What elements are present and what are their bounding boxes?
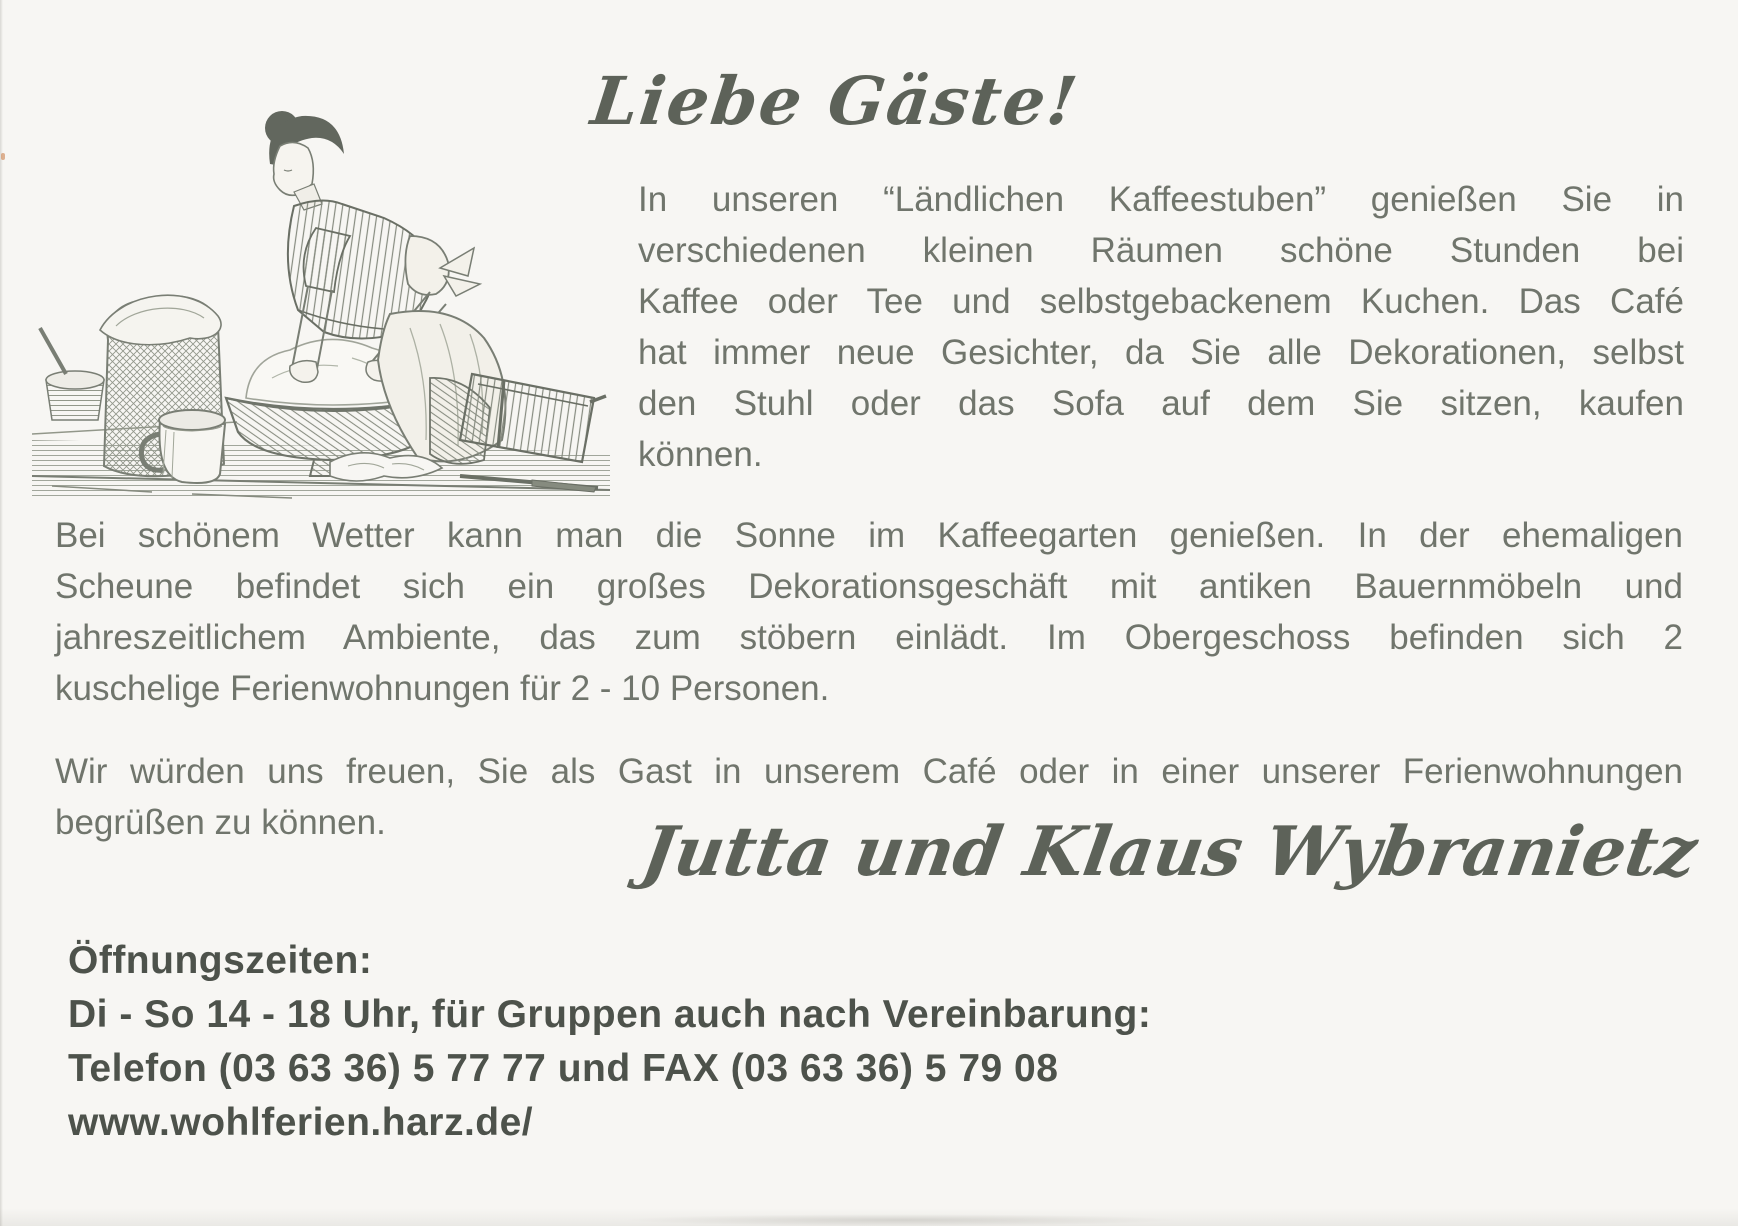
intro-line: verschiedenen kleinen Räumen schöne Stunden bei xyxy=(638,231,1684,270)
intro-line: können. xyxy=(638,435,763,474)
intro-line: In unseren “Ländlichen Kaffeestuben” genießen Sie in xyxy=(638,180,1684,219)
scan-edge-artifact xyxy=(0,0,3,1226)
closing-line: begrüßen zu können. xyxy=(55,803,386,842)
middle-line: jahreszeitlichem Ambiente, das zum stöbern einlädt. Im Obergeschoss befinden sich 2 xyxy=(55,618,1683,657)
illustration-container xyxy=(32,78,610,502)
intro-line: Kaffee oder Tee und selbstgebackenem Kuchen. Das Café xyxy=(638,282,1684,321)
intro-line: hat immer neue Gesichter, da Sie alle Dekorationen, selbst xyxy=(638,333,1684,372)
opening-hours: Di - So 14 - 18 Uhr, für Gruppen auch nach Vereinbarung: xyxy=(68,993,1152,1036)
page-title: Liebe Gäste! xyxy=(587,62,1084,140)
opening-hours-heading: Öffnungszeiten: xyxy=(68,939,373,982)
signature: Jutta und Klaus Wybranietz xyxy=(636,812,1703,892)
closing-line: Wir würden uns freuen, Sie als Gast in unserem Café oder in einer unserer Ferienwohnungen xyxy=(55,752,1683,791)
middle-line: Bei schönem Wetter kann man die Sonne im Kaffeegarten genießen. In der ehemaligen xyxy=(55,516,1683,555)
middle-line: kuschelige Ferienwohnungen für 2 - 10 Personen. xyxy=(55,669,830,708)
intro-line: den Stuhl oder das Sofa auf dem Sie sitzen, kaufen xyxy=(638,384,1684,423)
middle-paragraph xyxy=(55,510,1683,714)
scan-speck-artifact xyxy=(1,153,5,160)
contact-block xyxy=(68,934,1151,1150)
woman-kneading-dough-etching xyxy=(32,78,610,502)
intro-paragraph xyxy=(638,174,1684,480)
website-url: www.wohlferien.harz.de/ xyxy=(68,1101,534,1144)
middle-line: Scheune befindet sich ein großes Dekorationsgeschäft mit antiken Bauernmöbeln und xyxy=(55,567,1683,606)
phone-fax: Telefon (03 63 36) 5 77 77 und FAX (03 63 36) 5 79 08 xyxy=(68,1047,1059,1090)
scan-bottom-smudge xyxy=(620,1214,1180,1226)
